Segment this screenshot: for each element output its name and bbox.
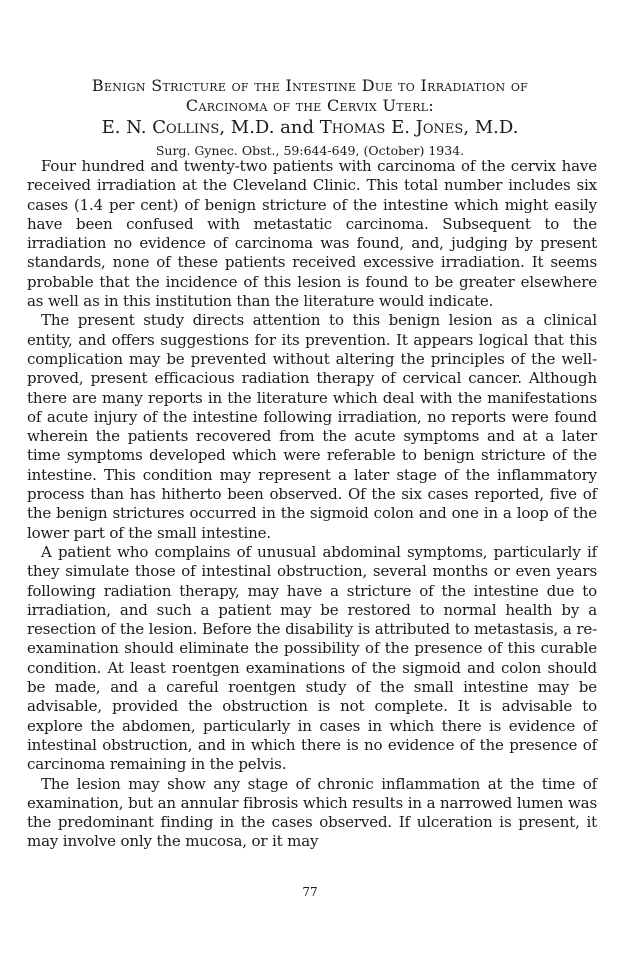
paragraph-1: Four hundred and twenty-two patients with carcinoma of the cervix have received irradiation at the Cleveland Clinic. This total number includes six cases (1.4 per cent) of benign stricture of the intestine which might easily have been confused with metastatic carcinoma. Subsequent to the irradiation no evidence of carcinoma was found, and, judging by present standards, none of these patients received excessive irradiation. It seems probable that the incidence of this lesion is found to be greater elsewhere as well as in this institution than the literature would indicate. bbox=[27, 157, 597, 311]
paragraph-3: A patient who complains of unusual abdominal symptoms, particularly if they simulate those of intestinal obstruction, several months or even years following radiation therapy, may have a stricture of the intestine due to irradiation, and such a patient may be restored to normal health by a resection of the lesion. Before the disability is attributed to metastasis, a re-examination should eliminate the possibility of the presence of this curable condition. At least roentgen examinations of the sigmoid and colon should be made, and a careful roentgen study of the small intestine may be advisable, provided the obstruction is not complete. It is advisable to explore the abdomen, particularly in cases in which there is evidence of intestinal obstruction, and in which there is no evidence of the presence of carcinoma remaining in the pelvis. bbox=[27, 542, 597, 774]
author1-initials: E. N. bbox=[101, 117, 153, 138]
page-number: 77 bbox=[302, 885, 318, 899]
paragraph-2: The present study directs attention to this benign lesion as a clinical entity, and offers suggestions for its prevention. It appears logical that this complication may be prevented without altering the principles of the well-proved, present efficacious radiation therapy of cervical cancer. Although there are many reports in the literature which deal with the manifestations of acute injury of the intestine following irradiation, no reports were found wherein the patients recovered from the acute symptoms and at a later time symptoms developed which were referable to benign stricture of the intestine. This condition may represent a later stage of the inflammatory process than has hitherto been observed. Of the six cases reported, five of the benign strictures occurred in the sigmoid colon and one in a loop of the lower part of the small intestine. bbox=[27, 311, 597, 542]
article-title-line-2: Carcinoma of the Cervix Uterl: bbox=[185, 96, 435, 115]
author2-first-name: Thomas bbox=[319, 117, 386, 138]
author2-middle: E. bbox=[385, 117, 416, 138]
author1-name: Collins bbox=[152, 117, 220, 138]
author2-last-name: Jones bbox=[415, 117, 464, 138]
citation: Surg. Gynec. Obst., 59:644-649, (October) 1934. bbox=[155, 143, 465, 158]
paragraph-4: The lesion may show any stage of chronic inflammation at the time of examination, but an annular fibrosis which results in a narrowed lumen was the predominant finding in the cases observed. If ulceration is present, it may involve only the mucosa, or it may bbox=[27, 774, 597, 851]
authors bbox=[30, 116, 590, 140]
abstract-body bbox=[27, 157, 597, 852]
author2-suffix: , M.D. bbox=[463, 117, 519, 138]
author1-suffix: , M.D. and bbox=[219, 117, 320, 138]
article-title-line-1: Benign Stricture of the Intestine Due to Irradiation of bbox=[91, 76, 529, 95]
